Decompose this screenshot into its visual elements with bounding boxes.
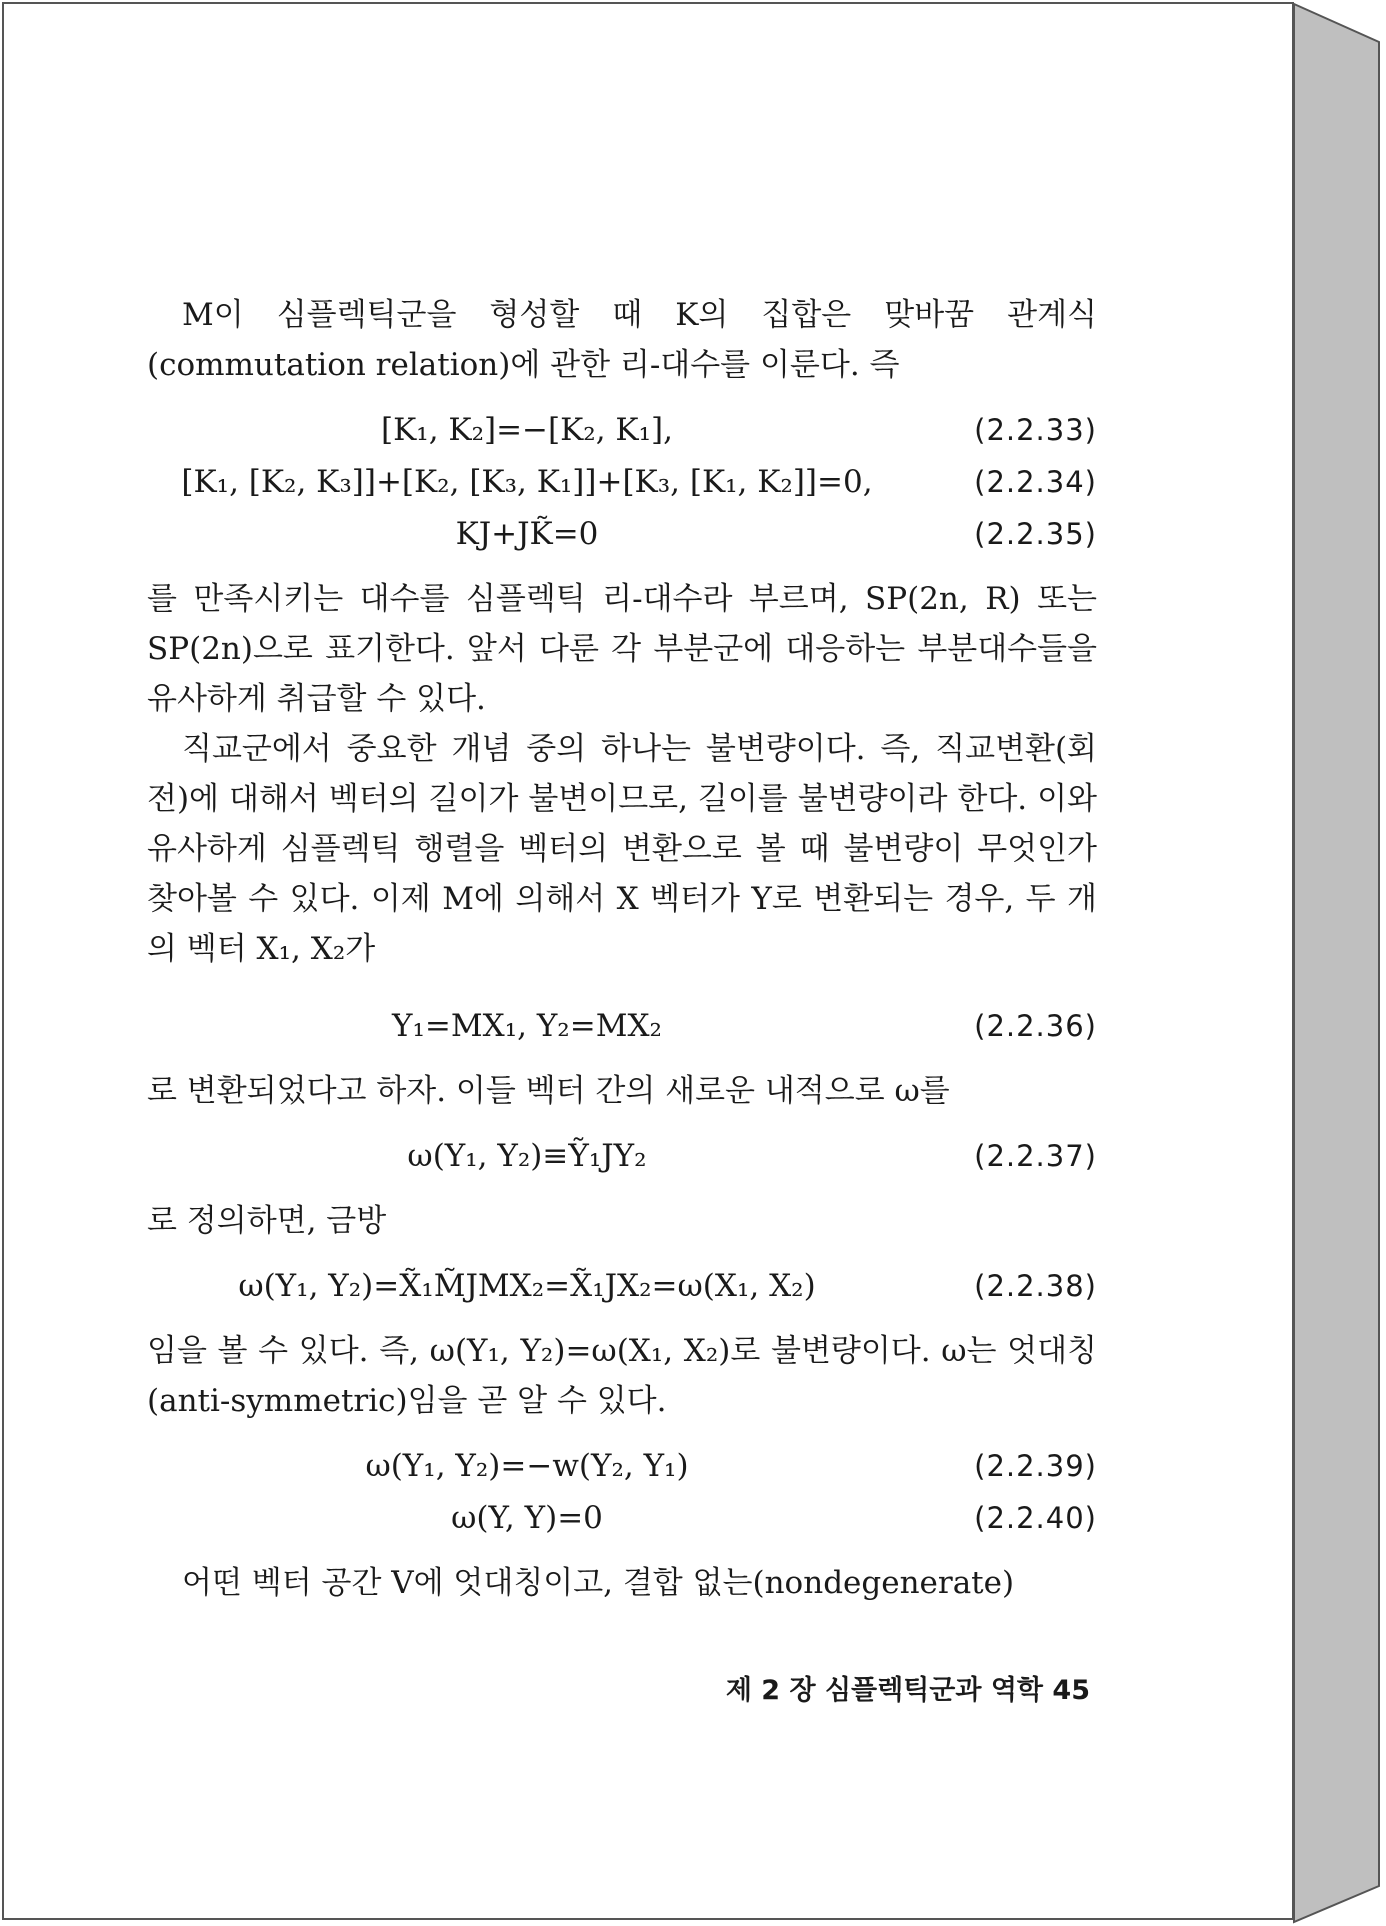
paragraph-intro: M이 심플렉틱군을 형성할 때 K의 집합은 맞바꿈 관계식 (commutation relation)에 관한 리-대수를 이룬다. 즉 (147, 297, 1097, 383)
page-footer: 제 2 장 심플렉틱군과 역학 45 (725, 1675, 1090, 1706)
equation-number: (2.2.37) (974, 1139, 1097, 1173)
equation-expression: ω(Y₁, Y₂)≡Ỹ₁JY₂ (407, 1138, 647, 1174)
paragraph-invariant: 직교군에서 중요한 개념 중의 하나는 불변량이다. 즉, 직교변환(회전)에 대해서 벡터의 길이가 불변이므로, 길이를 불변량이라 한다. 이와 유사하게 심플렉틱 행렬을 벡터의 변환으로 볼 때 불변량이 무엇인가 찾아볼 수 있다. 이제 M에 의해서 X 벡터가 Y로 변환되는 경우, 두 개의 벡터 X₁, X₂가 (147, 731, 1097, 967)
equation-number: (2.2.36) (974, 1009, 1097, 1043)
equation-2-2-37 (147, 1130, 1097, 1182)
paragraph-antisymmetric: 임을 볼 수 있다. 즉, ω(Y₁, Y₂)=ω(X₁, X₂)로 불변량이다. ω는 엇대칭(anti-symmetric)임을 곧 알 수 있다. (147, 1333, 1097, 1419)
equation-number: (2.2.38) (974, 1269, 1097, 1303)
equation-2-2-38 (147, 1260, 1097, 1312)
equation-expression: KJ+JK̃=0 (455, 516, 599, 552)
page-content (147, 290, 1097, 1608)
equation-expression: Y₁=MX₁, Y₂=MX₂ (392, 1008, 662, 1044)
paragraph-vector-space: 어떤 벡터 공간 V에 엇대칭이고, 결합 없는(nondegenerate) (182, 1565, 1015, 1601)
equation-expression: [K₁, [K₂, K₃]]+[K₂, [K₃, K₁]]+[K₃, [K₁, K₂]]=0, (181, 464, 873, 500)
equation-number: (2.2.40) (974, 1501, 1097, 1535)
equation-2-2-34 (147, 456, 1097, 508)
paragraph-definition: 로 정의하면, 금방 (147, 1203, 387, 1239)
equation-number: (2.2.34) (974, 465, 1097, 499)
equation-number: (2.2.39) (974, 1449, 1097, 1483)
equation-number: (2.2.35) (974, 517, 1097, 551)
equation-expression: [K₁, K₂]=−[K₂, K₁], (381, 412, 673, 448)
equation-2-2-35 (147, 508, 1097, 560)
paragraph-inner-product: 로 변환되었다고 하자. 이들 벡터 간의 새로운 내적으로 ω를 (147, 1073, 950, 1109)
equation-2-2-39 (147, 1440, 1097, 1492)
equation-2-2-36 (147, 1000, 1097, 1052)
equation-number: (2.2.33) (974, 413, 1097, 447)
equation-expression: ω(Y₁, Y₂)=X̃₁M̃JMX₂=X̃₁JX₂=ω(X₁, X₂) (238, 1268, 816, 1304)
equation-expression: ω(Y₁, Y₂)=−w(Y₂, Y₁) (365, 1448, 689, 1484)
equation-expression: ω(Y, Y)=0 (451, 1500, 603, 1536)
equation-2-2-40 (147, 1492, 1097, 1544)
paragraph-lie-algebra: 를 만족시키는 대수를 심플렉틱 리-대수라 부르며, SP(2n, R) 또는 SP(2n)으로 표기한다. 앞서 다룬 각 부분군에 대응하는 부분대수들을 유사하게 취급할 수 있다. (147, 581, 1097, 717)
equation-2-2-33 (147, 404, 1097, 456)
